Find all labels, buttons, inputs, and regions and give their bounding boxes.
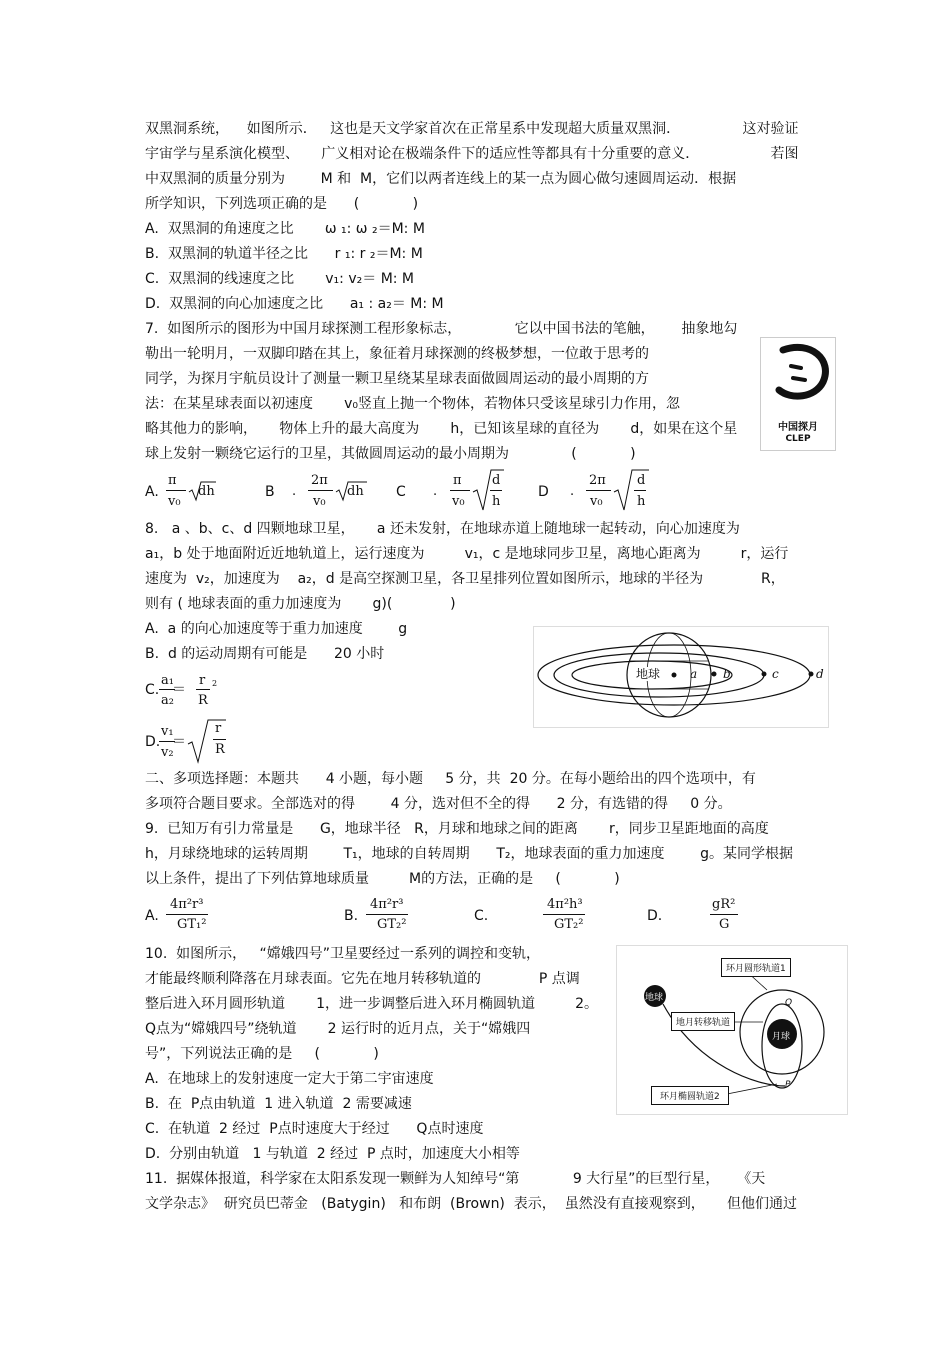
q9-option-a-label: A. xyxy=(145,908,159,924)
clep-logo xyxy=(760,337,836,451)
q7-option-d-label: D xyxy=(538,484,549,500)
option-a: A. 双黑洞的角速度之比 ω ₁: ω ₂＝M: M xyxy=(145,221,425,237)
question-11: 11. 据媒体报道，科学家在太阳系发现一颗鲜为人知绰号“第 9 大行星”的巨型行星， 《天 xyxy=(145,1171,766,1187)
text-line: 勒出一轮明月，一双脚印踏在其上，象征着月球探测的终极梦想，一位敢于思考的 xyxy=(145,346,649,362)
option-a: A. 在地球上的发射速度一定大于第二宇宙速度 xyxy=(145,1071,434,1087)
earth-label: 地球 xyxy=(636,667,661,681)
q7-d-den: v₀ xyxy=(590,494,603,509)
text-line: 以上条件，提出了下列估算地球质量 M的方法，正确的是 ( ) xyxy=(145,871,620,887)
option-b: B. 在 P点由轨道 1 进入轨道 2 需要减速 xyxy=(145,1096,412,1112)
orbit2-label: 环月椭圆轨道2 xyxy=(651,1086,729,1105)
satellite-a-label: a xyxy=(690,667,698,681)
text-line: 宇宙学与星系演化模型、 广义相对论在极端条件下的适应性等都具有十分重要的意义． 若图 xyxy=(145,146,799,162)
text-line: 整后进入环月圆形轨道 1，进一步调整后进入环月椭圆轨道 2。 xyxy=(145,996,599,1012)
change4-orbit-figure xyxy=(616,945,848,1115)
text-line: a₁，b 处于地面附近近地轨道上，运行速度为 v₁，c 是地球同步卫星，离地心距离为 r，运行 xyxy=(145,546,789,562)
text-line: h，月球绕地球的运转周期 T₁，地球的自转周期 T₂，地球表面的重力加速度 g。某同学根据 xyxy=(145,846,793,862)
question-9: 9. 已知万有引力常量是 G，地球半径 R，月球和地球之间的距离 r，同步卫星距地面的高度 xyxy=(145,821,769,837)
text-line: 中双黑洞的质量分别为 M 和 M，它们以两者连线上的某一点为圆心做匀速圆周运动．根据 xyxy=(145,171,737,187)
question-10: 10. 如图所示， “嫦娥四号”卫星要经过一系列的调控和变轨， xyxy=(145,946,541,962)
transfer-orbit-label: 地月转移轨道 xyxy=(671,1012,735,1031)
text-line: 速度为 v₂，加速度为 a₂，d 是高空探测卫星，各卫星排列位置如图所示，地球的半径为 R， xyxy=(145,571,785,587)
q7-option-c-label: C xyxy=(396,484,406,500)
option-b: B. d 的运动周期有可能是 20 小时 xyxy=(145,646,385,662)
q7-option-b-label: B xyxy=(265,484,275,500)
satellite-orbit-figure xyxy=(533,626,829,728)
text-line: 则有 ( 地球表面的重力加速度为 g)( ) xyxy=(145,596,456,612)
text-line: 法：在某星球表面以初速度 v₀竖直上抛一个物体，若物体只受该星球引力作用，忽 xyxy=(145,396,681,412)
question-7: 7. 如图所示的图形为中国月球探测工程形象标志， 它以中国书法的笔触， 抽象地勾 xyxy=(145,321,738,337)
q7-a-num: π xyxy=(168,473,177,488)
text-line: 双黑洞系统， 如图所示． 这也是天文学家首次在正常星系中发现超大质量双黑洞． 这对验证 xyxy=(145,121,799,137)
option-d: D. 双黑洞的向心加速度之比 a₁ : a₂＝ M: M xyxy=(145,296,444,312)
option-c: C. 双黑洞的线速度之比 v₁: v₂＝ M: M xyxy=(145,271,415,287)
q7-d-num: 2π xyxy=(589,473,606,488)
q9-option-c-label: C. xyxy=(474,908,489,924)
text-line: 才能最终顺利降落在月球表面。它先在地月转移轨道的 P 点调 xyxy=(145,971,580,987)
q7-a-rad: dh xyxy=(198,484,215,499)
q8-option-c-label: C. xyxy=(145,682,160,698)
point-q-label: Q xyxy=(785,998,793,1008)
text-line: 号”，下列说法正确的是 ( ) xyxy=(145,1046,379,1062)
section-heading: 二、多项选择题：本题共 4 小题，每小题 5 分，共 20 分。在每小题给出的四个选项中，有 xyxy=(145,771,756,787)
text-line: 球上发射一颗绕它运行的卫星，其做圆周运动的最小周期为 ( ) xyxy=(145,446,636,462)
text-line: Q点为“嫦娥四号”绕轨道 2 运行时的近月点，关于“嫦娥四 xyxy=(145,1021,531,1037)
radical-sign-icon xyxy=(186,718,228,764)
logo-text-en: CLEP xyxy=(785,434,811,444)
option-c: C. 在轨道 2 经过 P点时速度大于经过 Q点时速度 xyxy=(145,1121,484,1137)
q7-option-a-label: A. xyxy=(145,484,159,500)
text-line: 多项符合题目要求。全部选对的得 4 分，选对但不全的得 2 分，有选错的得 0 分。 xyxy=(145,796,732,812)
moon-brush-logo-icon xyxy=(761,338,835,408)
text-line: 略其他力的影响， 物体上升的最大高度为 h，已知该星球的直径为 d，如果在这个星 xyxy=(145,421,738,437)
q9-option-b-label: B. xyxy=(344,908,359,924)
q7-d-rad-den: h xyxy=(637,494,646,509)
q9-option-d-label: D. xyxy=(647,908,663,924)
earth-label: 地球 xyxy=(645,993,664,1003)
satellite-d-label: d xyxy=(816,667,824,681)
q7-b-den: v₀ xyxy=(313,494,326,509)
q7-c-num: π xyxy=(453,473,462,488)
q7-b-rad: dh xyxy=(347,484,364,499)
orbit1-label: 环月圆形轨道1 xyxy=(721,958,791,977)
logo-text-cn: 中国探月 xyxy=(778,422,818,433)
point-p-label: P xyxy=(785,1080,791,1090)
q7-c-den: v₀ xyxy=(452,494,465,509)
option-d: D. 分别由轨道 1 与轨道 2 经过 P 点时，加速度大小相等 xyxy=(145,1146,520,1162)
q8-option-d-label: D. xyxy=(145,734,161,750)
text-line: 所学知识，下列选项正确的是 ( ) xyxy=(145,196,419,212)
question-8: 8. a 、b、c、d 四颗地球卫星， a 还未发射，在地球赤道上随地球一起转动，向心加速度为 xyxy=(145,521,740,537)
q7-c-rad-num: d xyxy=(492,473,501,488)
text-line: 同学，为探月宇航员设计了测量一颗卫星绕某星球表面做圆周运动的最小周期的方 xyxy=(145,371,649,387)
satellite-c-label: c xyxy=(772,667,779,681)
option-b: B. 双黑洞的轨道半径之比 r ₁: r ₂＝M: M xyxy=(145,246,423,262)
q7-a-den: v₀ xyxy=(168,494,181,509)
q7-c-rad-den: h xyxy=(492,494,501,509)
satellite-b-label: b xyxy=(723,667,731,681)
option-a: A. a 的向心加速度等于重力加速度 g xyxy=(145,621,408,637)
moon-label: 月球 xyxy=(772,1032,791,1042)
q7-b-num: 2π xyxy=(311,473,328,488)
q7-d-rad-num: d xyxy=(637,473,646,488)
text-line: 文学杂志》 研究员巴蒂金 (Batygin) 和布朗 (Brown) 表示， 虽然没有直接观察到， 但他们通过 xyxy=(145,1196,797,1212)
